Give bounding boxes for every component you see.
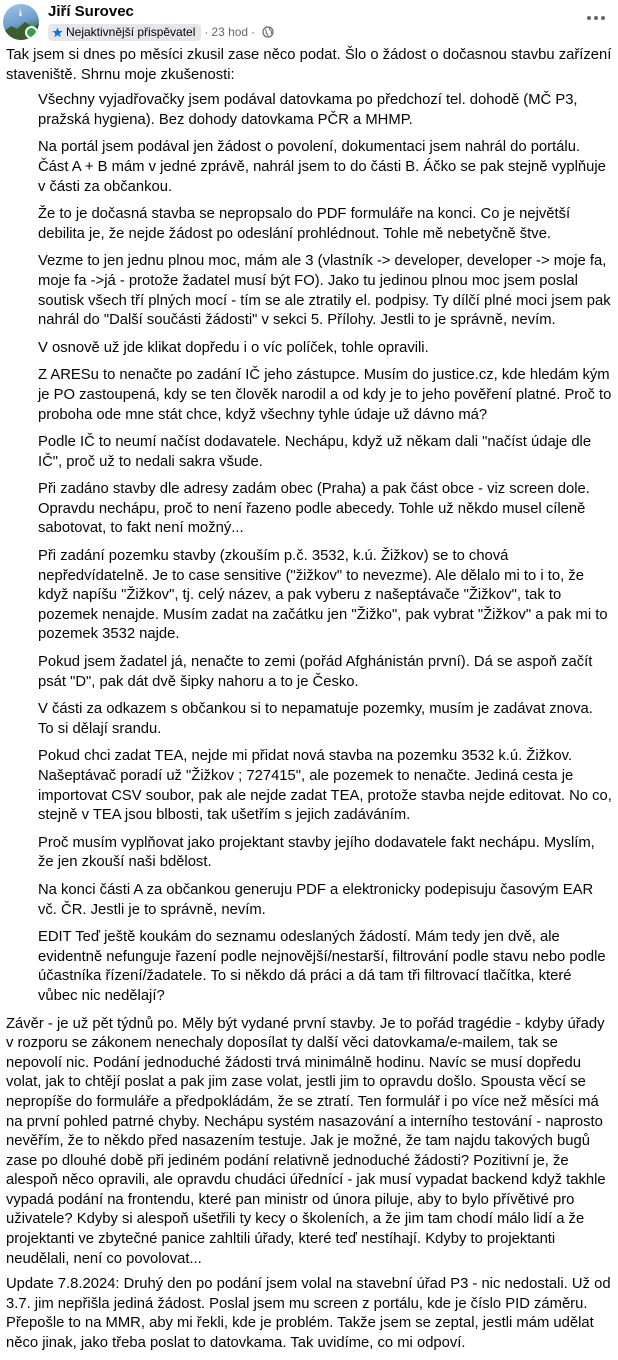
- list-item: Z ARESu to nenačte po zadání IČ jeho zástupce. Musím do justice.cz, kde hledám kým je PO zastoupená, kdy se ten člověk narodil a od kdy je to jeho pověření platné. Proč to proboha ode mne stát chce, když všechny tyhle údaje už dávno má?: [38, 367, 612, 423]
- list-item: V části za odkazem s občankou si to nepamatuje pozemky, musím je zadávat znova. To si dělají srandu.: [38, 701, 593, 737]
- list-item: V osnově už jde klikat dopředu i o víc políček, tohle opravili.: [38, 339, 429, 356]
- post-intro: Tak jsem si dnes po měsíci zkusil zase něco podat. Šlo o žádost o dočasnou stavbu zařízení staveniště. Shrnu moje zkušenosti:: [6, 47, 612, 83]
- list-item: EDIT Teď ještě koukám do seznamu odeslaných žádostí. Mám tedy jen dvě, ale evidentně nefunguje řazení podle nejnovější/nestarší, filtrování podle stavu nebo podle účastníka řízení/žadatele. To si někdo dá práci a dá tam tři filtrovací tlačítka, které vůbec nic nedělají?: [38, 929, 606, 1004]
- meta-separator: ·: [204, 25, 209, 39]
- post-meta: [48, 23, 274, 41]
- avatar[interactable]: [3, 4, 39, 40]
- meta-separator-2: ·: [251, 25, 256, 39]
- list-item: Pokud chci zadat TEA, nejde mi přidat nová stavba na pozemku 3532 k.ú. Žižkov. Našeptávač poradí už "Žižkov ; 727415", ale pozemek to nenačte. Jediná cesta je importovat CSV soubor, pak ale nejde zadat TEA, protože stavba nejde editovat. No co, stejně v TEA jsou blbosti, tak ušetřím s jejich zadáváním.: [38, 748, 612, 824]
- list-item: Pokud jsem žadatel já, nenačte to zemi (pořád Afghánistán první). Dá se aspoň začít psát "D", pak dát dvě šipky nahoru a to je Česko.: [38, 654, 593, 690]
- post-header: [0, 0, 618, 44]
- online-status-dot: [25, 26, 38, 39]
- list-item: Při zadáno stavby dle adresy zadám obec (Praha) a pak část obce - viz screen dole. Opravdu nechápu, proč to není řazeno podle abecedy. Tohle už někdo musel cíleně sabotovat, to fakt není možný...: [38, 481, 590, 537]
- author-name[interactable]: Jiří Surovec: [48, 3, 134, 20]
- more-options-button[interactable]: [584, 8, 608, 28]
- list-item: Na konci části A za občankou generuju PDF a elektronicky podepisuju časovým EAR vč. ČR. Jestli je to správně, nevím.: [38, 881, 594, 918]
- badge-label: Nejaktivnější přispěvatel: [66, 25, 196, 39]
- top-contributor-badge[interactable]: [48, 24, 201, 41]
- post-conclusion: Závěr - je už pět týdnů po. Měly být vydané první stavby. Je to pořád tragédie - kdyby úřady v rozporu se zákonem nenechaly doposílat ty další věci datovkama/e-mailem, tak se nepovolí nic. Podání jednoduché žádosti trvá minimálně hodinu. Navíc se musí dopředu volat, jak to chtějí poslat a pak jim zase volat, jestli jim to opravdu došlo. Spousta věcí se nepropíše do formuláře a předpokládám, že se ztratí. Ten formulář i po více než měsíci má na první pohled patrné chyby. Nechápu systém nasazování a interního testování - naprosto nevěřím, že to někdo před nasazením testuje. Jak je možné, že tam najdu takových bugů zase po dlouhé době při jediném podání relativně jednoduché žádosti? Pozitivní je, že alespoň něco opravili, ale opravdu chudáci úřednící - jak musí vypadat backend když takhle vypadá podání na frontendu, které pan ministr od února piluje, aby to bylo přívětivé pro uživatele? Kdyby si alespoň ušetřili ty kecy o školeních, a že jim tam chodí málo lidí a že projektanti ve zbytečné panice zahltili úřady, které teď nestíhají. Kdyby to projektanti neudělali, není co povolovat...: [6, 1015, 606, 1267]
- list-item: Proč musím vyplňovat jako projektant stavby jejího dodavatele fakt nechápu. Myslím, že jen zkouší naši bdělost.: [38, 834, 595, 871]
- badge-icon: [52, 27, 63, 38]
- post-body: [6, 46, 612, 1360]
- more-options-icon: [586, 15, 606, 21]
- experience-list: [6, 91, 612, 1006]
- audience-icon[interactable]: [262, 26, 274, 38]
- list-item: Na portál jsem podával jen žádost o povolení, dokumentaci jsem nahrál do portálu. Část A + B mám v jedné zprávě, nahrál jsem to do části B. Áčko se pak stejně vyplňuje v části za občankou.: [38, 139, 606, 195]
- list-item: Že to je dočasná stavba se nepropsalo do PDF formuláře na konci. Co je největší debilita je, že nejde žádost po odeslání prohlédnout. Tohle mě nebetyčně štve.: [38, 206, 571, 242]
- list-item: Podle IČ to neumí načíst dodavatele. Nechápu, když už někam dali "načíst údaje dle IČ", proč už to nedali sakra všude.: [38, 434, 592, 470]
- post-update: Update 7.8.2024: Druhý den po podání jsem volal na stavební úřad P3 - nic nedostali. Už od 3.7. jim nepřišla jediná žádost. Poslal jsem mu screen z portálu, kde je číslo PID záměru. Přepošle to na MMR, aby mi řekli, kde je problém. Takže jsem se zeptal, jestli mám udělat něco jinak, jako třeba poslat to datovkama. Tak uvidíme, co mi odpoví.: [6, 1276, 611, 1352]
- list-item: Všechny vyjadřovačky jsem podával datovkama po předchozí tel. dohodě (MČ P3, pražská hygiena). Bez dohody datovkama PČR a MHMP.: [38, 92, 578, 128]
- post-timestamp[interactable]: 23 hod: [211, 25, 249, 39]
- list-item: Vezme to jen jednu plnou moc, mám ale 3 (vlastník -> developer, developer -> moje fa, moje fa ->já - protože žadatel musí být FO). Jako tu jedinou plnou moc jsem poslal soutisk všech tří plných mocí - tím se ale ztratily el. podpisy. Ty dílčí plné moci jsem pak nahrál do "Další součásti žádosti" v sekci 5. Přílohy. Jestli to je správně, nevím.: [38, 253, 611, 329]
- list-item: Při zadání pozemku stavby (zkouším p.č. 3532, k.ú. Žižkov) se to chová nepředvídatelně. Je to case sensitive ("žižkov" to nevezme). Ale dělalo mi to i to, že když napíšu "Žižkov", tj. celý název, a pak vyberu z našeptávače "Žižkov", tak to pozemek nenajde. Musím zadat na začátku jen "Žižko", pak vybrat "Žižkov" a pak mi to pozemek 3532 najde.: [38, 548, 608, 643]
